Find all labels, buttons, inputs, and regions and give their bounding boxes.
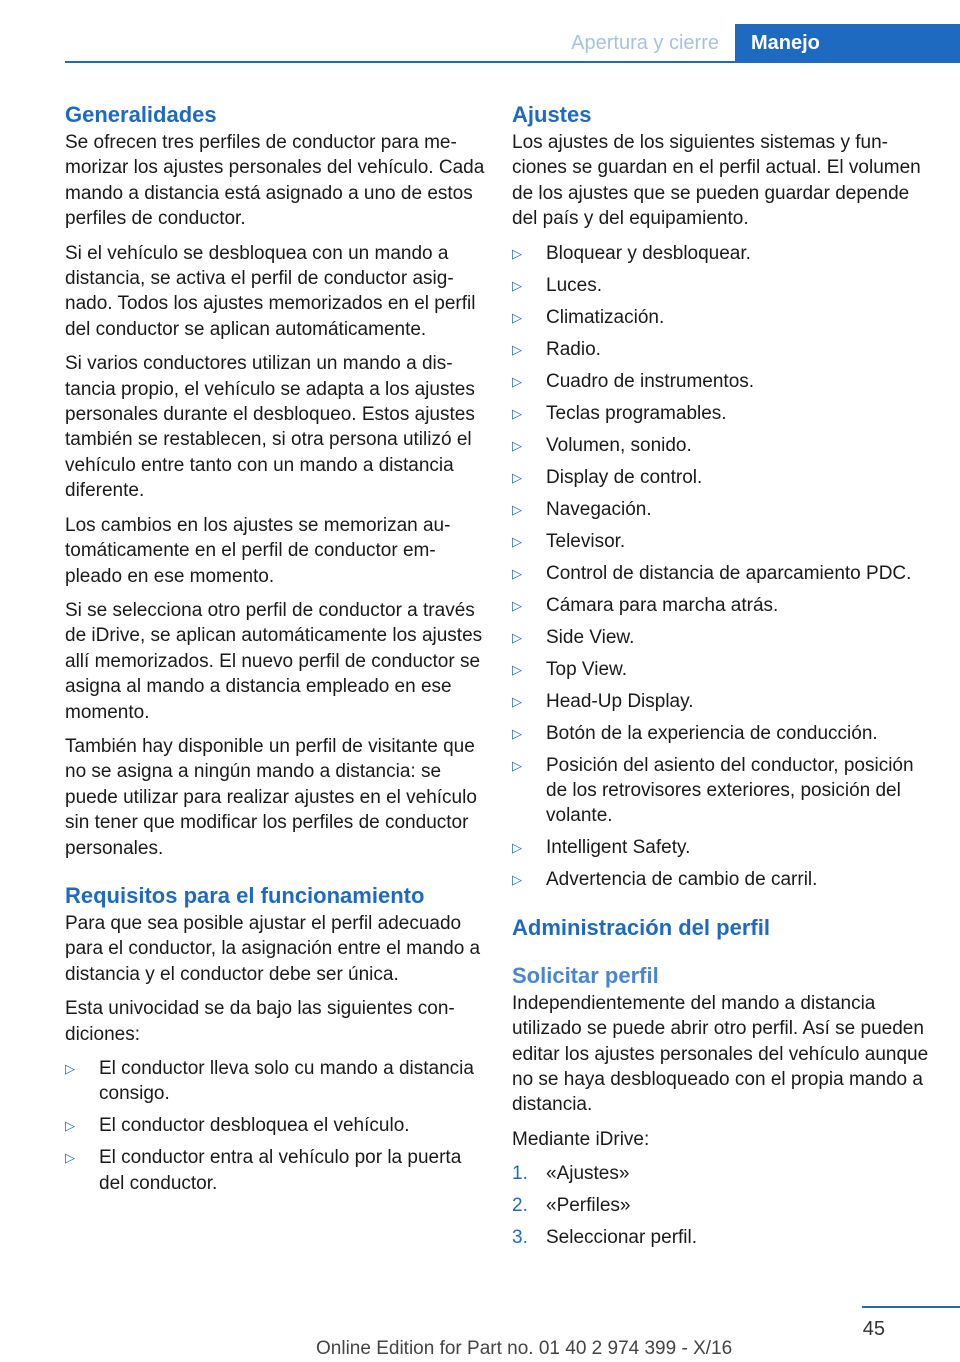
footer-rule [862,1306,960,1308]
list-item-text: Posición del asiento del conductor, posición de los retrovisores exteriores, posición del volante. [546,754,914,827]
paragraph: Los ajustes de los siguientes sistemas y funciones se guardan en el perfil actual. El volumen de los ajustes que se pueden guardar depende del país y del equipamiento. [512,132,921,230]
list-item [512,561,932,586]
paragraph: Se ofrecen tres perfiles de conductor para memorizar los ajustes personales del vehículo. Cada mando a distancia está asignado a uno de estos perfiles de conductor. [65,132,485,230]
list-item-text: Climatización. [546,306,665,328]
list-item-text: Display de control. [546,466,703,488]
triangle-bullet-icon: ▷ [512,757,522,773]
paragraph: Si el vehículo se desbloquea con un mando a distancia, se activa el perfil de conductor asignado. Todos los ajustes memorizados en el perfil del conductor se aplican automáticamente. [65,242,476,340]
list-item-text: Teclas programables. [546,402,727,424]
step-number: 3. [512,1227,528,1249]
list-item [65,1113,485,1138]
list-item [512,401,932,426]
triangle-bullet-icon: ▷ [512,437,522,453]
triangle-bullet-icon: ▷ [512,245,522,261]
list-item-text: Top View. [546,658,627,680]
triangle-bullet-icon: ▷ [512,872,522,888]
triangle-bullet-icon: ▷ [512,373,522,389]
list-item-text: Side View. [546,626,635,648]
triangle-bullet-icon: ▷ [65,1118,75,1134]
paragraph: Los cambios en los ajustes se memorizan automáticamente en el perfil de conductor empleado en ese momento. [65,514,451,587]
step-number: 2. [512,1195,528,1217]
list-item-text: Intelligent Safety. [546,837,691,859]
step-number: 1. [512,1163,528,1185]
list-item-text: Seleccionar perfil. [546,1227,698,1249]
header-rule [65,61,960,63]
conditions-list [65,1056,485,1196]
paragraph: Si se selecciona otro perfil de conductor a través de iDrive, se aplican automáticamente los ajustes allí memorizados. El nuevo perfil de conductor se asigna al mando a distancia empleado en ese momento. [65,599,483,723]
list-item-text: Televisor. [546,530,626,552]
left-column [65,100,485,1205]
list-item [512,1225,932,1250]
triangle-bullet-icon: ▷ [512,597,522,613]
paragraph: Mediante iDrive: [512,1128,650,1150]
triangle-bullet-icon: ▷ [512,277,522,293]
list-item [512,625,932,650]
list-item [512,1161,932,1186]
list-item [512,305,932,330]
list-item-text: El conductor entra al vehículo por la puerta del conductor. [99,1147,462,1194]
paragraph: Si varios conductores utilizan un mando a distancia propio, el vehículo se adapta a los ajustes personales durante el desbloqueo. Estos ajustes también se restablecen, si otra persona utilizó el vehículo entre tanto con un mando a distancia diferente. [65,353,475,502]
page-number: 45 [862,1318,885,1340]
triangle-bullet-icon: ▷ [512,501,522,517]
list-item [512,1193,932,1218]
list-item-text: «Perfiles» [546,1195,631,1217]
list-item-text: Luces. [546,274,602,296]
page-header [0,24,960,62]
heading-ajustes: Ajustes [512,102,592,127]
list-item-text: Advertencia de cambio de carril. [546,869,818,891]
tab-apertura-y-cierre[interactable]: Apertura y cierre [571,32,719,54]
triangle-bullet-icon: ▷ [512,405,522,421]
list-item [65,1145,485,1196]
heading-requisitos: Requisitos para el funcionamiento [65,882,425,908]
list-item-text: El conductor lleva solo cu mando a distancia consigo. [99,1058,474,1105]
heading-generalidades: Generalidades [65,102,217,127]
list-item [512,657,932,682]
triangle-bullet-icon: ▷ [512,629,522,645]
list-item [512,465,932,490]
edition-footer: Online Edition for Part no. 01 40 2 974 399 - X/16 [316,1338,733,1359]
list-item [512,867,932,892]
list-item [65,1056,485,1107]
triangle-bullet-icon: ▷ [512,309,522,325]
list-item-text: «Ajustes» [546,1163,630,1185]
list-item-text: Navegación. [546,498,652,520]
list-item [512,433,932,458]
paragraph: También hay disponible un perfil de visitante que no se asigna a ningún mando a distancia: se puede utilizar para realizar ajustes en el vehículo sin tener que modificar los perfiles de conductor personales. [65,735,477,859]
paragraph: Esta univocidad se da bajo las siguientes condiciones: [65,998,455,1045]
list-item [512,369,932,394]
list-item [512,273,932,298]
triangle-bullet-icon: ▷ [65,1061,75,1076]
paragraph: Para que sea posible ajustar el perfil adecuado para el conductor, la asignación entre el mando a distancia y el conductor debe ser única. [65,912,481,985]
triangle-bullet-icon: ▷ [512,565,522,581]
list-item [512,689,932,714]
triangle-bullet-icon: ▷ [512,533,522,549]
triangle-bullet-icon: ▷ [512,725,522,741]
list-item [512,529,932,554]
list-item-text: Control de distancia de aparcamiento PDC. [546,562,912,584]
settings-list [512,241,932,893]
list-item [512,337,932,362]
list-item [512,753,932,829]
heading-solicitar-perfil: Solicitar perfil [512,962,659,988]
triangle-bullet-icon: ▷ [512,840,522,856]
list-item [512,497,932,522]
triangle-bullet-icon: ▷ [512,693,522,709]
steps-list [512,1161,932,1250]
list-item-text: Cuadro de instrumentos. [546,370,755,392]
paragraph: Independientemente del mando a distancia utilizado se puede abrir otro perfil. Así se pueden editar los ajustes personales del vehículo aunque no se haya desbloqueado con el propia mando a distancia. [512,992,929,1116]
triangle-bullet-icon: ▷ [512,661,522,677]
list-item [512,593,932,618]
list-item-text: Head-Up Display. [546,690,694,712]
list-item-text: Radio. [546,338,601,360]
list-item [512,721,932,746]
triangle-bullet-icon: ▷ [512,341,522,357]
list-item [512,241,932,266]
tab-manejo[interactable]: Manejo [735,24,960,62]
list-item-text: Botón de la experiencia de conducción. [546,722,878,744]
list-item-text: Cámara para marcha atrás. [546,594,779,616]
list-item [512,835,932,860]
list-item-text: El conductor desbloquea el vehículo. [99,1115,410,1137]
triangle-bullet-icon: ▷ [65,1150,75,1166]
triangle-bullet-icon: ▷ [512,469,522,485]
right-column [512,100,932,1260]
heading-administracion: Administración del perfil [512,914,770,940]
list-item-text: Bloquear y desbloquear. [546,242,751,264]
list-item-text: Volumen, sonido. [546,434,692,456]
